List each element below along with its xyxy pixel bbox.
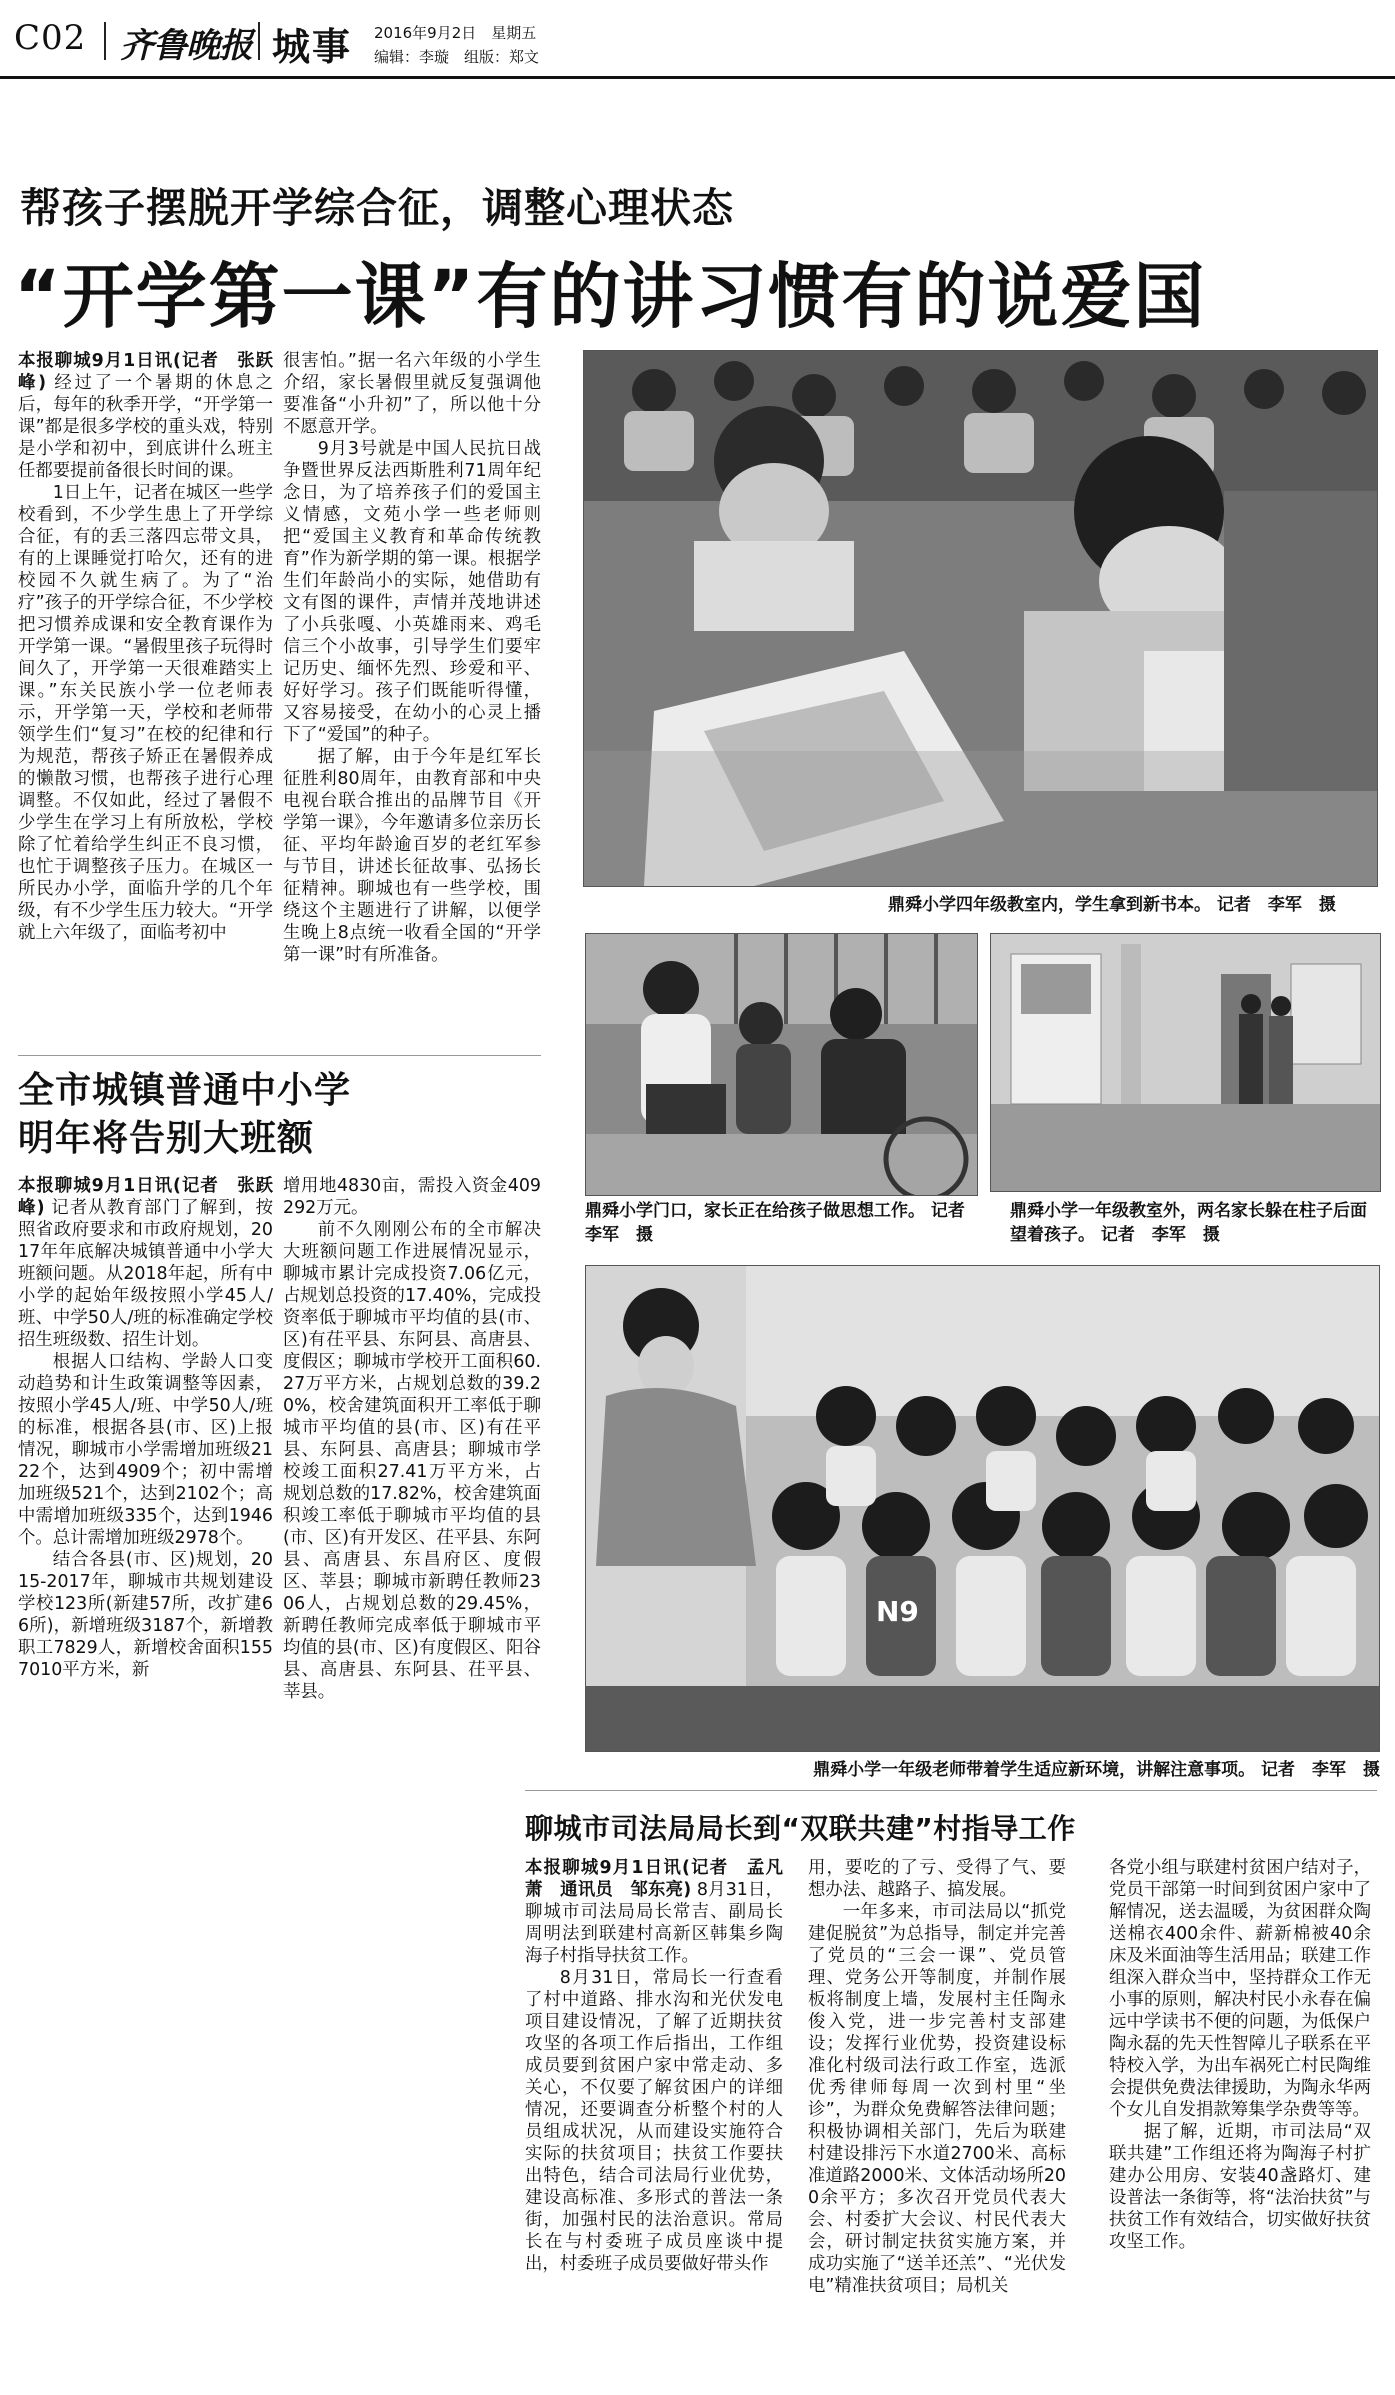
article2-lead-paragraph: [18, 1175, 273, 1351]
article1-dateline: 本报聊城9月1日讯(记者 张跃峰): [18, 351, 273, 393]
article1-paragraph: 1日上午，记者在城区一些学校看到，不少学生患上了开学综合征，有的丢三落四忘带文具，有的上课睡觉打哈欠，还有的进校园不久就生病了。为了“治疗”孩子的开学综合征，不少学校把习惯养成课和安全教育课作为开学第一课。“暑假里孩子玩得时间久了，开学第一天很难踏实上课。”东关民族小学一位老师表示，开学第一天，学校和老师带领学生们“复习”在校的纪律和行为规范，帮孩子矫正在暑假养成的懒散习惯，也帮孩子进行心理调整。不仅如此，经过了暑假不少学生在学习上有所放松，学校除了忙着给学生纠正不良习惯，也忙于调整孩子压力。在城区一所民办小学，面临升学的几个年级，有不少学生压力较大。“开学就上六年级了，面临考初中: [18, 483, 273, 943]
header-separator: [258, 22, 260, 60]
article1-paragraph: 据了解，由于今年是红军长征胜利80周年，由教育部和中央电视台联合推出的品牌节目《开学第一课》，今年邀请多位亲历长征、平均年龄逾百岁的老红军参与节目，讲述长征故事、弘扬长征精神。聊城也有一些学校，围绕这个主题进行了讲解，以便学生晚上8点统一收看全国的“开学第一课”时有所准备。: [283, 747, 541, 965]
article1-lead-paragraph: [18, 350, 273, 482]
article2-paragraph: 记者从教育部门了解到，按照省政府要求和市政府规划，2017年年底解决城镇普通中小学大班额问题。从2018年起，所有中小学的起始年级按照小学45人/班、中学50人/班的标准确定学校招生班级数、招生计划。: [18, 1198, 273, 1350]
article2-paragraph: 根据人口结构、学龄人口变动趋势和计生政策调整等因素，按照小学45人/班、中学50人/班的标准，根据各县(市、区)上报情况，聊城市小学需增加班级2122个，达到4909个；初中需增加班级521个，达到2102个；高中需增加班级335个，达到1946个。总计需增加班级2978个。: [18, 1352, 273, 1548]
newspaper-logo: 齐鲁晚报: [120, 26, 252, 66]
article1-title: “开学第一课”有的讲习惯有的说爱国: [14, 255, 1207, 338]
photo-classroom-caption: 鼎舜小学四年级教室内，学生拿到新书本。 记者 李军 摄: [888, 895, 1336, 915]
editor-line: 编辑：李璇 组版：郑文: [374, 48, 540, 66]
issue-date: 2016年9月2日 星期五: [374, 24, 537, 42]
photo-school-gate: [585, 933, 978, 1196]
photo-first-grade: [585, 1265, 1380, 1752]
article3-paragraph: 8月31日，聊城市司法局局长常吉、副局长周明法到联建村高新区韩集乡陶海子村指导扶贫工作。: [525, 1880, 783, 1966]
article3-column-2: [808, 1857, 1066, 2297]
photo-school-gate-caption: 鼎舜小学门口，家长正在给孩子做思想工作。 记者 李军 摄: [585, 1201, 982, 1245]
photo-classroom-corridor-caption: 鼎舜小学一年级教室外，两名家长躲在柱子后面望着孩子。 记者 李军 摄: [1010, 1201, 1367, 1245]
school-gate-photo-illustration: [586, 934, 977, 1195]
article2-column-1: [18, 1175, 273, 1681]
header-separator: [104, 22, 106, 60]
article2-title-line-2: 明年将告别大班额: [18, 1118, 315, 1159]
corridor-photo-illustration: [991, 934, 1380, 1191]
classroom-photo-illustration: [584, 351, 1377, 886]
article2-paragraph: 前不久刚刚公布的全市解决大班额问题工作进展情况显示，聊城市累计完成投资7.06亿元，占规划总投资的17.40%，完成投资率低于聊城市平均值的县(市、区)有茌平县、东阿县、高唐县、度假区；聊城市学校开工面积60.27万平方米，占规划总数的39.20%，校舍建筑面积开工率低于聊城市平均值的县(市、区)有茌平县、东阿县、高唐县；聊城市学校竣工面积27.41万平方米，占规划总数的17.82%，校舍建筑面积竣工率低于聊城市平均值的县(市、区)有开发区、茌平县、东阿县、高唐县、东昌府区、度假区、莘县；聊城市新聘任教师2306人，占规划总数的29.45%，新聘任教师完成率低于聊城市平均值的县(市、区)有度假区、阳谷县、高唐县、东阿县、茌平县、莘县。: [283, 1220, 541, 1702]
shirt-print: N9: [876, 1595, 919, 1628]
photo-classroom: [583, 350, 1378, 887]
article3-title: 聊城市司法局局长到“双联共建”村指导工作: [525, 1812, 1076, 1845]
column-divider: [525, 1790, 1377, 1791]
photo-classroom-corridor: [990, 933, 1381, 1192]
article1-paragraph: 经过了一个暑期的休息之后，每年的秋季开学，“开学第一课”都是很多学校的重头戏，特别是小学和初中，到底讲什么班主任都要提前备很长时间的课。: [18, 373, 273, 481]
article3-paragraph: 一年多来，市司法局以“抓党建促脱贫”为总指导，制定并完善了党员的“三会一课”、党员管理、党务公开等制度，并制作展板将制度上墙，发展村主任陶永俊入党，进一步完善村支部建设；发挥行业优势，投资建设标准化村级司法行政工作室，选派优秀律师每周一次到村里“坐诊”，为群众免费解答法律问题；积极协调相关部门，先后为联建村建设排污下水道2700米、高标准道路2000米、文体活动场所200余平方；多次召开党员代表大会、村委扩大会议、村民代表大会，研讨制定扶贫实施方案，并成功实施了“送羊还羔”、“光伏发电”精准扶贫项目；局机关: [808, 1902, 1066, 2296]
article3-paragraph: 据了解，近期，市司法局“双联共建”工作组还将为陶海子村扩建办公用房、安装40盏路灯、建设普法一条街等，将“法治扶贫”与扶贫工作有效结合，切实做好扶贫攻坚工作。: [1109, 2122, 1371, 2252]
article1-subtitle: 帮孩子摆脱开学综合征，调整心理状态: [20, 184, 734, 232]
article2-dateline: 本报聊城9月1日讯(记者 张跃峰): [18, 1176, 273, 1218]
section-name: 城事: [272, 25, 353, 69]
article3-column-1: [525, 1857, 783, 2275]
page-code: C02: [14, 18, 87, 58]
article3-column-3: [1109, 1857, 1371, 2253]
article3-paragraph: 用，要吃的了亏、受得了气、要想办法、越路子、搞发展。: [808, 1858, 1066, 1900]
article2-paragraph: 结合各县(市、区)规划，2015-2017年，聊城市共规划建设学校123所(新建57所，改扩建66所)，新增班级3187个，新增教职工7829人，新增校舍面积1557010平方米，新: [18, 1550, 273, 1680]
article2-paragraph: 增用地4830亩，需投入资金409292万元。: [283, 1176, 541, 1218]
article3-dateline: 本报聊城9月1日讯(记者 孟凡萧 通讯员 邹东亮): [525, 1858, 783, 1900]
article2-title: [18, 1067, 351, 1163]
header-rule: [0, 76, 1395, 79]
first-grade-photo-illustration: [586, 1266, 1379, 1751]
article1-column-2: [283, 350, 541, 966]
article2-title-line-1: 全市城镇普通中小学: [18, 1070, 352, 1111]
article3-paragraph: 各党小组与联建村贫困户结对子，党员干部第一时间到贫困户家中了解情况，送去温暖，为贫困群众陶送棉衣400余件、薪新棉被40余床及米面油等生活用品；联建工作组深入群众当中，坚持群众工作无小事的原则，解决村民小永春在偏远中学读书不便的问题，为低保户陶永磊的先天性智障儿子联系在平特校入学，为出车祸死亡村民陶维会提供免费法律援助，为陶永华两个女儿自发捐款筹集学杂费等等。: [1109, 1858, 1371, 2120]
column-divider: [18, 1055, 541, 1056]
article1-column-1: [18, 350, 273, 944]
photo-first-grade-caption: 鼎舜小学一年级老师带着学生适应新环境，讲解注意事项。 记者 李军 摄: [813, 1760, 1380, 1780]
article1-paragraph: 很害怕。”据一名六年级的小学生介绍，家长暑假里就反复强调他要准备“小升初”了，所以他十分不愿意开学。: [283, 351, 541, 437]
article1-paragraph: 9月3号就是中国人民抗日战争暨世界反法西斯胜利71周年纪念日，为了培养孩子们的爱国主义情感，文苑小学一些老师则把“爱国主义教育和革命传统教育”作为新学期的第一课。根据学生们年龄尚小的实际，她借助有文有图的课件，声情并茂地讲述了小兵张嘎、小英雄雨来、鸡毛信三个小故事，引导学生们要牢记历史、缅怀先烈、珍爱和平、好好学习。孩子们既能听得懂，又容易接受，在幼小的心灵上播下了“爱国”的种子。: [283, 439, 541, 745]
article2-column-2: [283, 1175, 541, 1703]
article3-lead-paragraph: [525, 1857, 783, 1967]
article3-paragraph: 8月31日，常局长一行查看了村中道路、排水沟和光伏发电项目建设情况，了解了近期扶贫攻坚的各项工作后指出，工作组成员要到贫困户家中常走动、多关心，不仅要了解贫困户的详细情况，还要调查分析整个村的人员组成状况，从而建设实施符合实际的扶贫项目；扶贫工作要扶出特色，结合司法局行业优势，建设高标准、多形式的普法一条街，加强村民的法治意识。常局长在与村委班子成员座谈中提出，村委班子成员要做好带头作: [525, 1968, 783, 2274]
